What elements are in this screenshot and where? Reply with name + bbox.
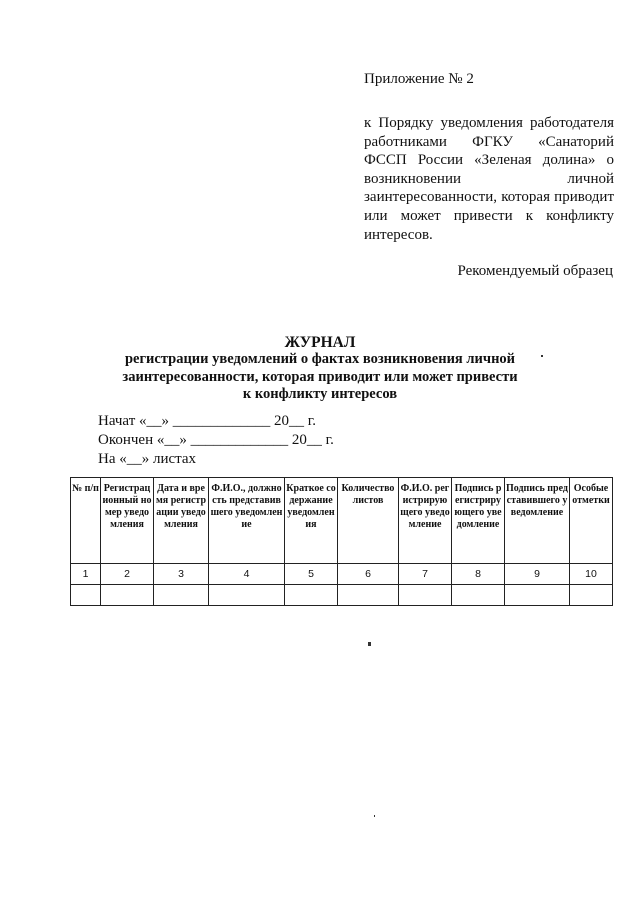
empty-cell	[338, 585, 399, 606]
header-cell: № п/п	[71, 478, 101, 564]
appendix-text: к Порядку уведомления работодателя работниками ФГКУ «Санаторий ФССП России «Зеленая долина» о возникновении личной заинтересованности, которая приводит или может привести к конфликту интересов.	[364, 115, 614, 243]
header-cell: Регистрационный номер уведомления	[101, 478, 154, 564]
journal-meta	[98, 412, 334, 469]
scan-speck	[374, 815, 375, 817]
journal-subtitle: регистрации уведомлений о фактах возникновения личной заинтересованности, которая приводит или может привести к конфликту интересов	[122, 351, 518, 403]
header-cell: Дата и время регистрации уведомления	[154, 478, 209, 564]
column-number: 1	[71, 564, 101, 585]
sample-label: Рекомендуемый образец	[457, 263, 613, 279]
header-cell: Ф.И.О., должность представившего уведомление	[209, 478, 285, 564]
empty-cell	[71, 585, 101, 606]
registration-table	[70, 477, 613, 606]
column-number: 7	[399, 564, 452, 585]
header-cell: Особые отметки	[570, 478, 613, 564]
finished-line: Окончен «__» _____________ 20__ г.	[98, 432, 334, 448]
sheets-line: На «__» листах	[98, 451, 197, 467]
empty-cell	[285, 585, 338, 606]
started-line: Начат «__» _____________ 20__ г.	[98, 413, 316, 429]
column-number: 6	[338, 564, 399, 585]
header-cell: Подпись регистрирующего уведомление	[452, 478, 505, 564]
column-number: 3	[154, 564, 209, 585]
empty-cell	[570, 585, 613, 606]
header-cell: Ф.И.О. регистрирующего уведомление	[399, 478, 452, 564]
scan-speck	[368, 642, 371, 646]
empty-cell	[399, 585, 452, 606]
appendix-block	[364, 70, 614, 244]
header-cell: Подпись представившего уведомление	[505, 478, 570, 564]
header-cell: Количество листов	[338, 478, 399, 564]
column-number: 5	[285, 564, 338, 585]
header-cell: Краткое содержание уведомления	[285, 478, 338, 564]
column-number: 8	[452, 564, 505, 585]
empty-cell	[101, 585, 154, 606]
empty-cell	[209, 585, 285, 606]
column-number: 9	[505, 564, 570, 585]
empty-cell	[505, 585, 570, 606]
column-number: 4	[209, 564, 285, 585]
journal-title: ЖУРНАЛ	[284, 334, 356, 351]
scan-speck	[541, 355, 543, 357]
column-number-row	[71, 564, 613, 585]
table-header-row	[71, 478, 613, 564]
appendix-title: Приложение № 2	[364, 71, 474, 87]
column-number: 2	[101, 564, 154, 585]
column-number: 10	[570, 564, 613, 585]
empty-cell	[154, 585, 209, 606]
empty-cell	[452, 585, 505, 606]
empty-entry-row	[71, 585, 613, 606]
